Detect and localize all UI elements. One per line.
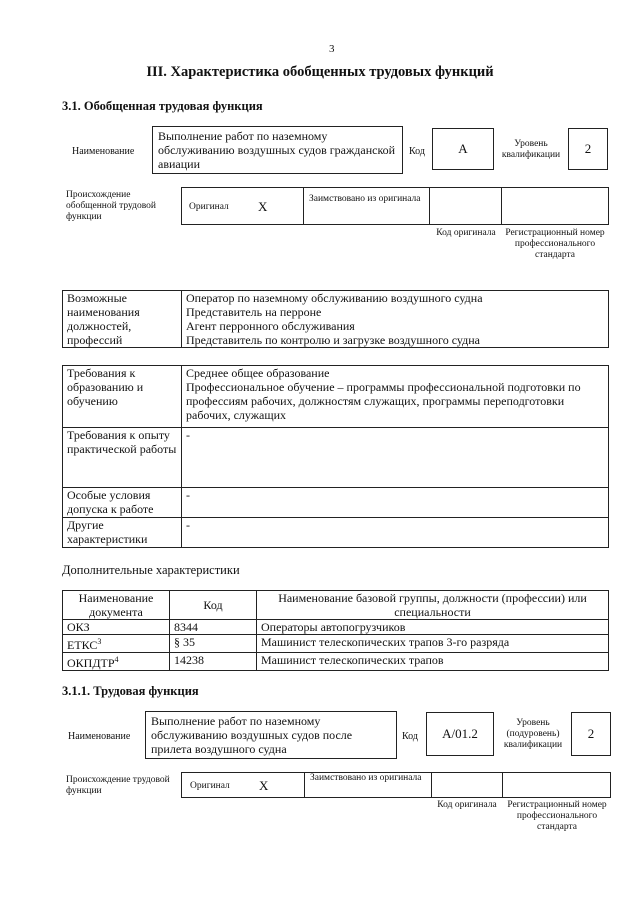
req-label: Особые условия допуска к работе — [63, 488, 182, 518]
position-item: Представитель на перроне — [186, 305, 322, 319]
tf-name-box — [145, 711, 397, 759]
divider — [303, 187, 304, 225]
divider — [501, 187, 502, 225]
code-label: Код — [402, 731, 418, 742]
borrowed-label: Заимствовано из оригинала — [309, 194, 421, 204]
gtf-name-box — [152, 126, 403, 174]
req-value: - — [182, 488, 609, 518]
name-cell: Машинист телескопических трапов 3-го разряда — [257, 635, 609, 653]
original-label: Оригинал — [189, 202, 229, 212]
additional-heading: Дополнительные характеристики — [62, 563, 240, 577]
borrowed-label: Заимствовано из оригинала — [310, 773, 422, 783]
name-label: Наименование — [68, 731, 131, 742]
code-cell: 14238 — [170, 653, 257, 671]
section-3-1-heading: 3.1. Обобщенная трудовая функция — [62, 99, 263, 113]
original-mark: X — [258, 199, 268, 214]
code-cell: § 35 — [170, 635, 257, 653]
original-label: Оригинал — [190, 781, 230, 791]
origin-label: Происхождение обобщенной трудовой функции — [66, 190, 156, 222]
reg-caption: Регистрационный номер профессионального стандарта — [505, 228, 605, 260]
additional-table — [62, 590, 609, 671]
position-item: Оператор по наземному обслуживанию воздушного судна — [186, 291, 483, 305]
divider — [431, 772, 432, 798]
table-row — [63, 635, 609, 653]
col-name-header: Наименование базовой группы, должности (профессии) или специальности — [257, 591, 609, 620]
position-item: Представитель по контролю и загрузке воздушного судна — [186, 333, 480, 347]
name-cell: Операторы автопогрузчиков — [257, 620, 609, 635]
doc-cell: ОКПДТР$^4$ — [63, 653, 170, 671]
gtf-name-value: Выполнение работ по наземному обслуживанию воздушных судов гражданской авиации — [158, 129, 396, 171]
page-number: 3 — [329, 43, 335, 55]
req-line: Профессиональное обучение – программы профессиональной подготовки по профессиям рабочих, должностям служащих, программы переподготовки рабочих, служащих — [186, 380, 581, 422]
reg-caption: Регистрационный номер профессионального стандарта — [507, 800, 607, 832]
gtf-code-box: A — [432, 128, 494, 170]
table-row — [63, 620, 609, 635]
requirements-table — [62, 365, 609, 548]
code-label: Код — [409, 146, 425, 157]
req-label: Другие характеристики — [63, 518, 182, 548]
tf-level-box: 2 — [571, 712, 611, 756]
original-mark: X — [259, 778, 269, 793]
req-label: Требования к опыту практической работы — [63, 428, 182, 488]
positions-list — [182, 291, 609, 348]
gtf-level-box: 2 — [568, 128, 608, 170]
req-value — [182, 366, 609, 428]
section-title: III. Характеристика обобщенных трудовых функций — [146, 64, 494, 80]
tf-name-value: Выполнение работ по наземному обслуживанию воздушных судов после прилета воздушного судна — [151, 714, 353, 756]
orig-code-caption: Код оригинала — [437, 800, 497, 810]
code-cell: 8344 — [170, 620, 257, 635]
divider — [429, 187, 430, 225]
positions-label: Возможные наименования должностей, профессий — [63, 291, 182, 348]
orig-code-caption: Код оригинала — [436, 228, 496, 238]
req-line: Среднее общее образование — [186, 366, 330, 380]
tf-code-box: A/01.2 — [426, 712, 494, 756]
req-value: - — [182, 518, 609, 548]
col-doc-header: Наименование документа — [63, 591, 170, 620]
name-label: Наименование — [72, 146, 135, 157]
level-label: Уровень квалификации — [501, 139, 561, 160]
doc-cell: ОКЗ — [63, 620, 170, 635]
divider — [502, 772, 503, 798]
col-code-header: Код — [170, 591, 257, 620]
name-cell: Машинист телескопических трапов — [257, 653, 609, 671]
req-value: - — [182, 428, 609, 488]
origin-row — [181, 187, 609, 225]
divider — [304, 772, 305, 798]
req-label: Требования к образованию и обучению — [63, 366, 182, 428]
table-row — [63, 653, 609, 671]
level-label: Уровень (подуровень) квалификации — [503, 718, 563, 750]
section-3-1-1-heading: 3.1.1. Трудовая функция — [62, 684, 199, 698]
doc-cell: ЕТКС$^3$ — [63, 635, 170, 653]
positions-table — [62, 290, 609, 348]
origin-label: Происхождение трудовой функции — [66, 775, 170, 796]
position-item: Агент перронного обслуживания — [186, 319, 355, 333]
